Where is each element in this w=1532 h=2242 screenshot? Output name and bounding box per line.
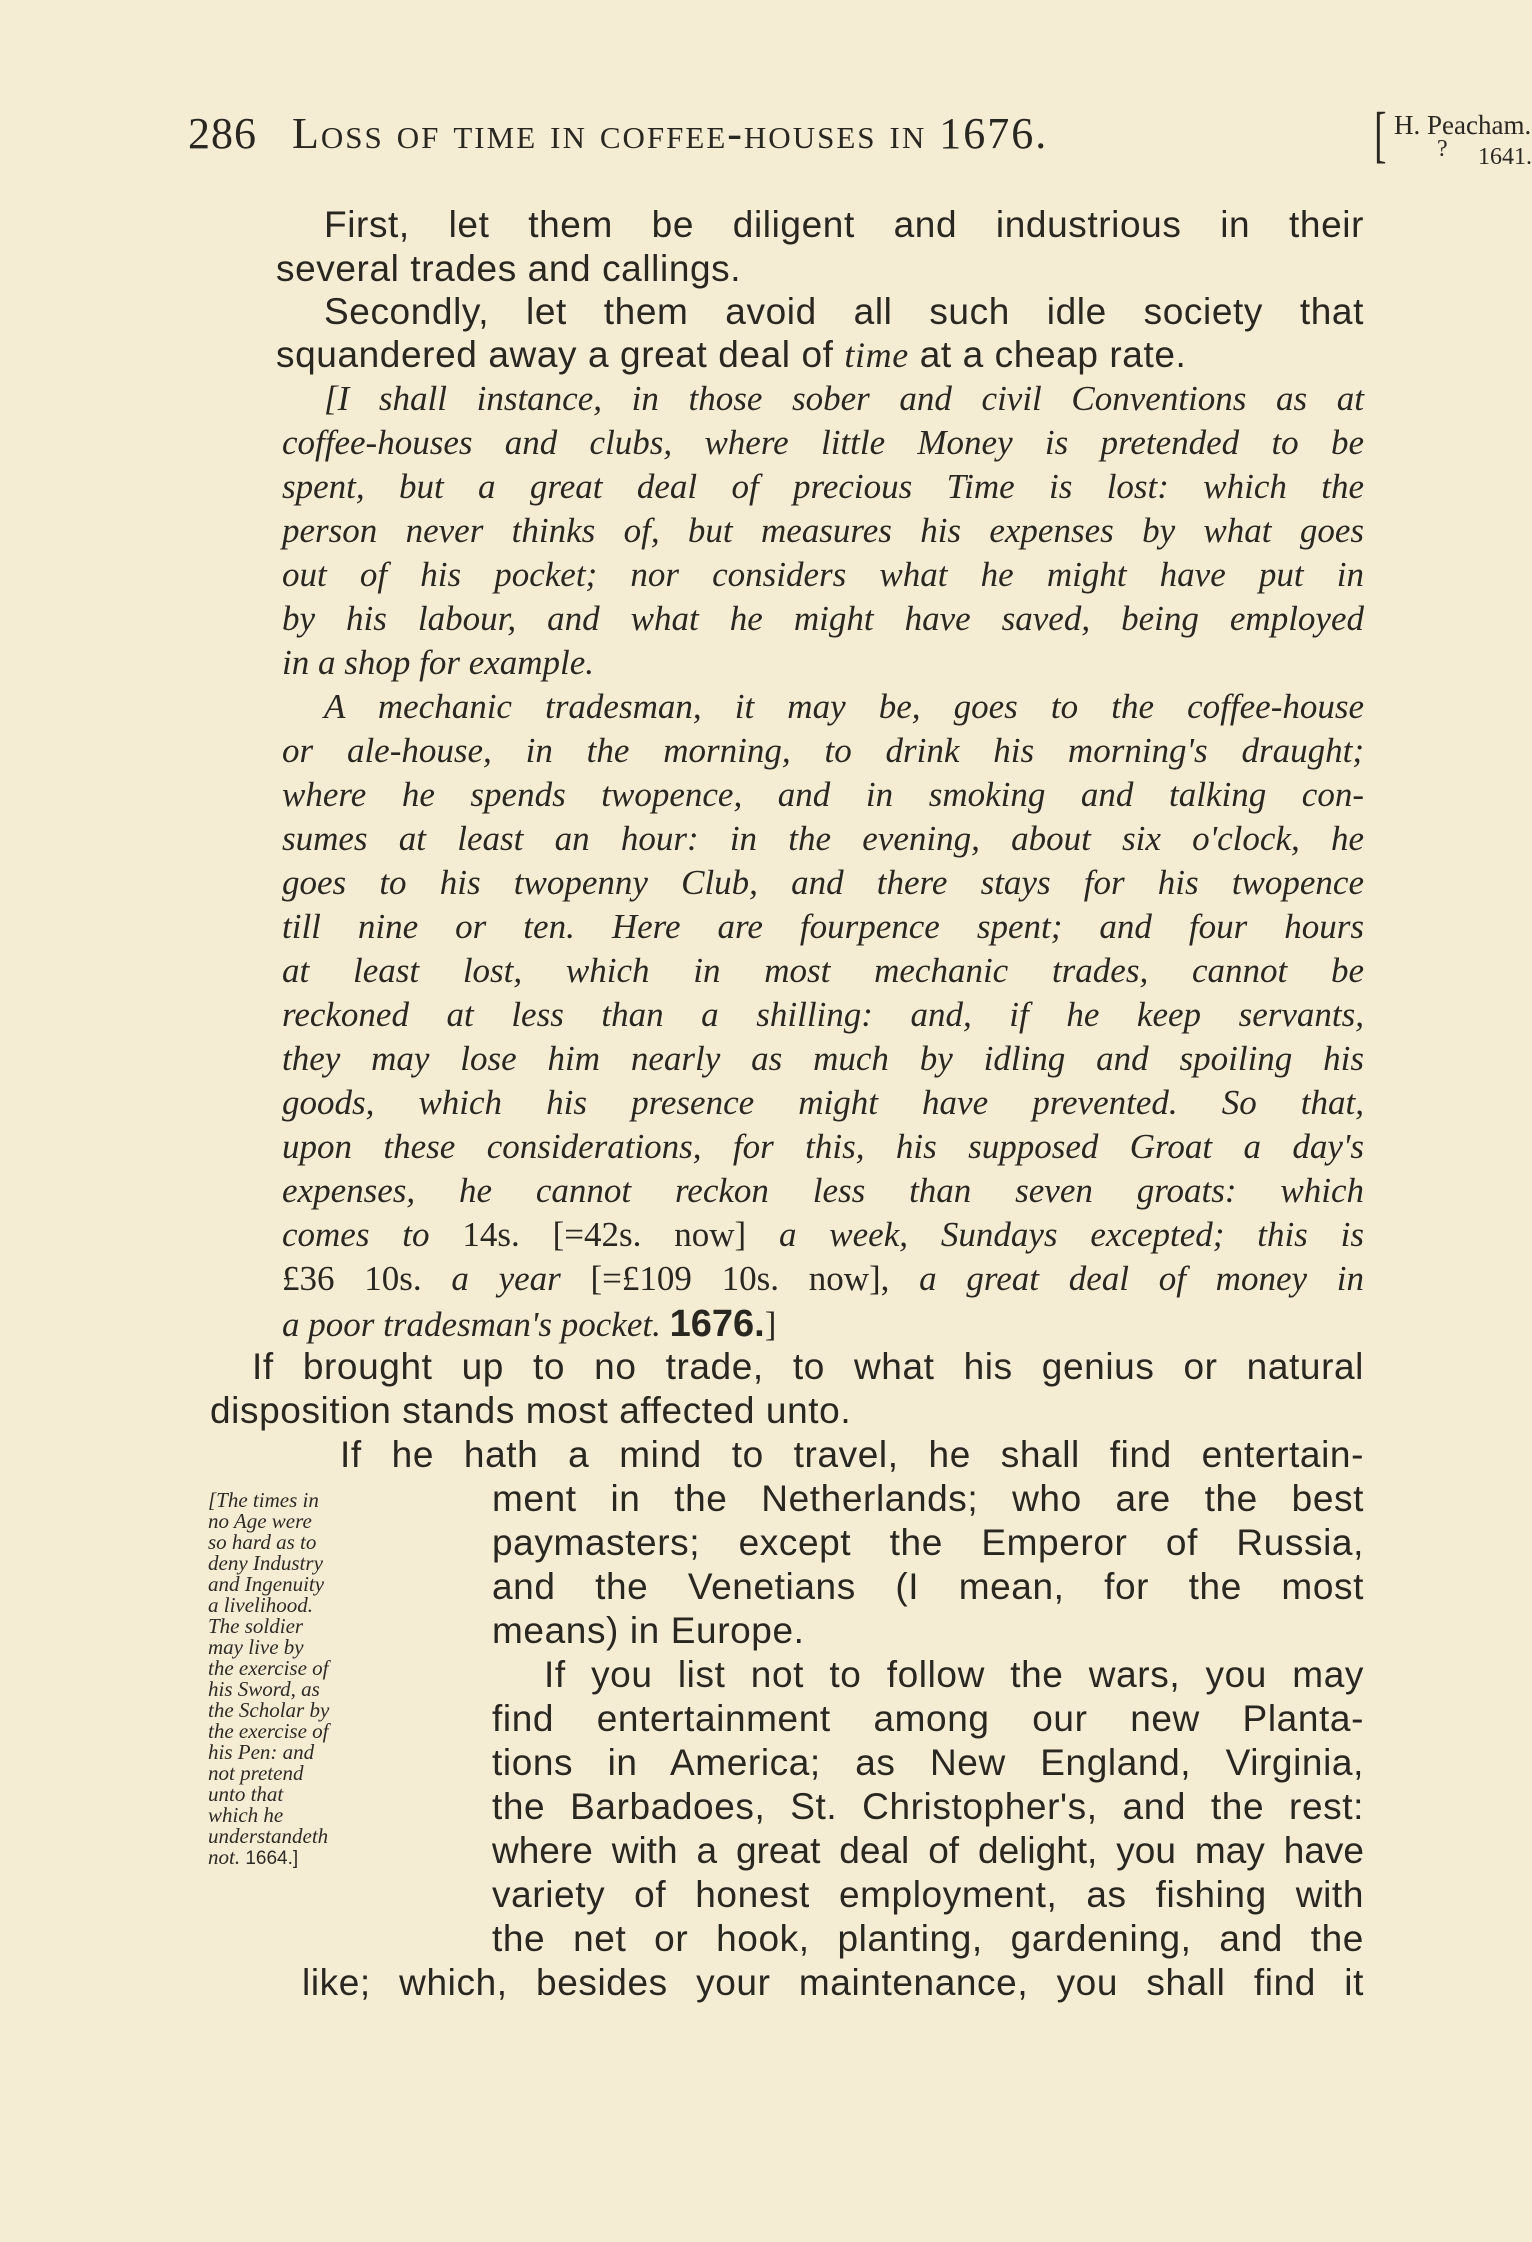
para2-end: at a cheap rate. <box>908 334 1187 375</box>
para5-line-1: If you list not to follow the wars, you may <box>544 1654 1364 1695</box>
head-bracket: [ <box>1374 101 1387 169</box>
page-number: 286 <box>188 109 257 158</box>
margin-note-line: no Age were <box>208 1509 312 1533</box>
author-date-query: ? <box>1437 136 1448 162</box>
margin-note <box>208 1490 408 1869</box>
insert2-line-5: goes to his twopenny Club, and there stays for his twopence <box>282 863 1364 902</box>
insert2-line-7: at least lost, which in most mechanic trades, cannot be <box>282 951 1364 990</box>
insert1-line-7: in a shop for example. <box>282 643 595 682</box>
para2-line-2 <box>276 334 1186 376</box>
running-title-year: 1676. <box>939 109 1049 158</box>
insert2-line-14-money-now: [=£109 10s. now], <box>590 1259 890 1298</box>
insert1-line-4: person never thinks of, but measures his expenses by what goes <box>282 511 1364 550</box>
insert2-year-1676: 1676. <box>669 1303 765 1345</box>
para5-line-4: the Barbadoes, St. Christopher's, and the rest: <box>492 1786 1364 1827</box>
margin-note-year: 1664.] <box>245 1848 299 1869</box>
para5-line-7: the net or hook, planting, gardening, and the <box>492 1918 1364 1959</box>
insert2-line-15 <box>282 1303 1364 1346</box>
insert2-line-15-a: a poor tradesman's pocket. <box>282 1305 670 1344</box>
para4-line-5: means) in Europe. <box>492 1610 805 1651</box>
margin-note-line: his Sword, as <box>208 1677 320 1701</box>
insert2-line-14-b: a year <box>421 1259 591 1298</box>
insert2-line-14-money: £36 10s. <box>282 1259 422 1298</box>
para5-line-8: like; which, besides your maintenance, you shall find it <box>302 1962 1364 2003</box>
para5-line-6: variety of honest employment, as fishing with <box>492 1874 1364 1915</box>
margin-note-line: understandeth <box>208 1824 329 1848</box>
para5-line-3: tions in America; as New England, Virginia, <box>492 1742 1364 1783</box>
para2-italic-time: time <box>844 335 909 375</box>
margin-note-line: the exercise of <box>208 1656 329 1680</box>
insert2-line-10: goods, which his presence might have prevented. So that, <box>282 1083 1364 1122</box>
para5-line-5: where with a great deal of delight, you may have <box>492 1830 1364 1871</box>
insert1-line-1: [I shall instance, in those sober and civil Conventions as at <box>324 379 1364 418</box>
insert2-line-13 <box>282 1215 1364 1255</box>
insert1-line-6: by his labour, and what he might have saved, being employed <box>282 599 1364 638</box>
insert2-line-3: where he spends twopence, and in smoking and talking con- <box>282 775 1364 814</box>
insert1-line-5: out of his pocket; nor considers what he might have put in <box>282 555 1364 594</box>
running-title-text: Loss of time in coffee-houses in <box>292 109 940 158</box>
insert2-line-13-a: comes to <box>282 1215 463 1254</box>
margin-note-line: and Ingenuity <box>208 1572 325 1596</box>
insert2-line-13-c: a week, Sundays excepted; this is <box>746 1215 1364 1254</box>
insert2-line-8: reckoned at less than a shilling: and, if he keep servants, <box>282 995 1364 1034</box>
insert2-line-6: till nine or ten. Here are fourpence spent; and four hours <box>282 907 1364 946</box>
para4-line-4: and the Venetians (I mean, for the most <box>492 1566 1364 1607</box>
margin-note-line: so hard as to <box>208 1530 317 1554</box>
margin-note-line: The soldier <box>208 1614 304 1638</box>
margin-note-line: a livelihood. <box>208 1593 313 1617</box>
para3-line-1: If brought up to no trade, to what his genius or natural <box>252 1346 1364 1387</box>
para1-line-1: First, let them be diligent and industrious in their <box>324 204 1364 245</box>
margin-note-line: unto that <box>208 1782 284 1806</box>
margin-note-line: the Scholar by <box>208 1698 330 1722</box>
insert2-line-4: sumes at least an hour: in the evening, about six o'clock, he <box>282 819 1364 858</box>
margin-note-line: his Pen: and <box>208 1740 315 1764</box>
insert2-line-13-money: 14s. [=42s. now] <box>462 1215 747 1254</box>
insert1-line-2: coffee-houses and clubs, where little Money is pretended to be <box>282 423 1364 462</box>
insert2-line-12: expenses, he cannot reckon less than seven groats: which <box>282 1171 1364 1210</box>
margin-note-line: not. <box>208 1845 241 1869</box>
para2-line-1: Secondly, let them avoid all such idle society that <box>324 291 1364 332</box>
insert2-line-1: A mechanic tradesman, it may be, goes to the coffee-house <box>324 687 1364 726</box>
margin-note-last-line <box>208 1847 408 1869</box>
author-attribution: H. Peacham. <box>1394 110 1532 140</box>
insert2-line-14-d: a great deal of money in <box>889 1259 1364 1298</box>
insert2-line-11: upon these considerations, for this, his supposed Groat a day's <box>282 1127 1364 1166</box>
margin-note-line: the exercise of <box>208 1719 329 1743</box>
author-date: 1641. <box>1478 144 1532 170</box>
margin-note-line: may live by <box>208 1635 304 1659</box>
margin-note-line: not pretend <box>208 1761 304 1785</box>
insert2-close-bracket: ] <box>764 1305 777 1344</box>
margin-note-line: [The times in <box>208 1488 319 1512</box>
insert1-line-3: spent, but a great deal of precious Time is lost: which the <box>282 467 1364 506</box>
running-head <box>188 101 1532 170</box>
para4-line-2: ment in the Netherlands; who are the best <box>492 1478 1364 1519</box>
para5-line-2: find entertainment among our new Planta- <box>492 1698 1364 1739</box>
margin-note-line: which he <box>208 1803 284 1827</box>
insert2-line-9: they may lose him nearly as much by idling and spoiling his <box>282 1039 1364 1078</box>
margin-note-line: deny Industry <box>208 1551 323 1575</box>
para4-line-3: paymasters; except the Emperor of Russia, <box>492 1522 1364 1563</box>
para1-line-2: several trades and callings. <box>276 248 742 289</box>
running-title <box>292 108 1048 159</box>
insert2-line-2: or ale-house, in the morning, to drink his morning's draught; <box>282 731 1364 770</box>
para2-text: squandered away a great deal of <box>276 334 845 375</box>
para3-line-2: disposition stands most affected unto. <box>210 1390 852 1431</box>
para4-line-1: If he hath a mind to travel, he shall find entertain- <box>340 1434 1364 1475</box>
insert2-line-14 <box>282 1259 1364 1299</box>
